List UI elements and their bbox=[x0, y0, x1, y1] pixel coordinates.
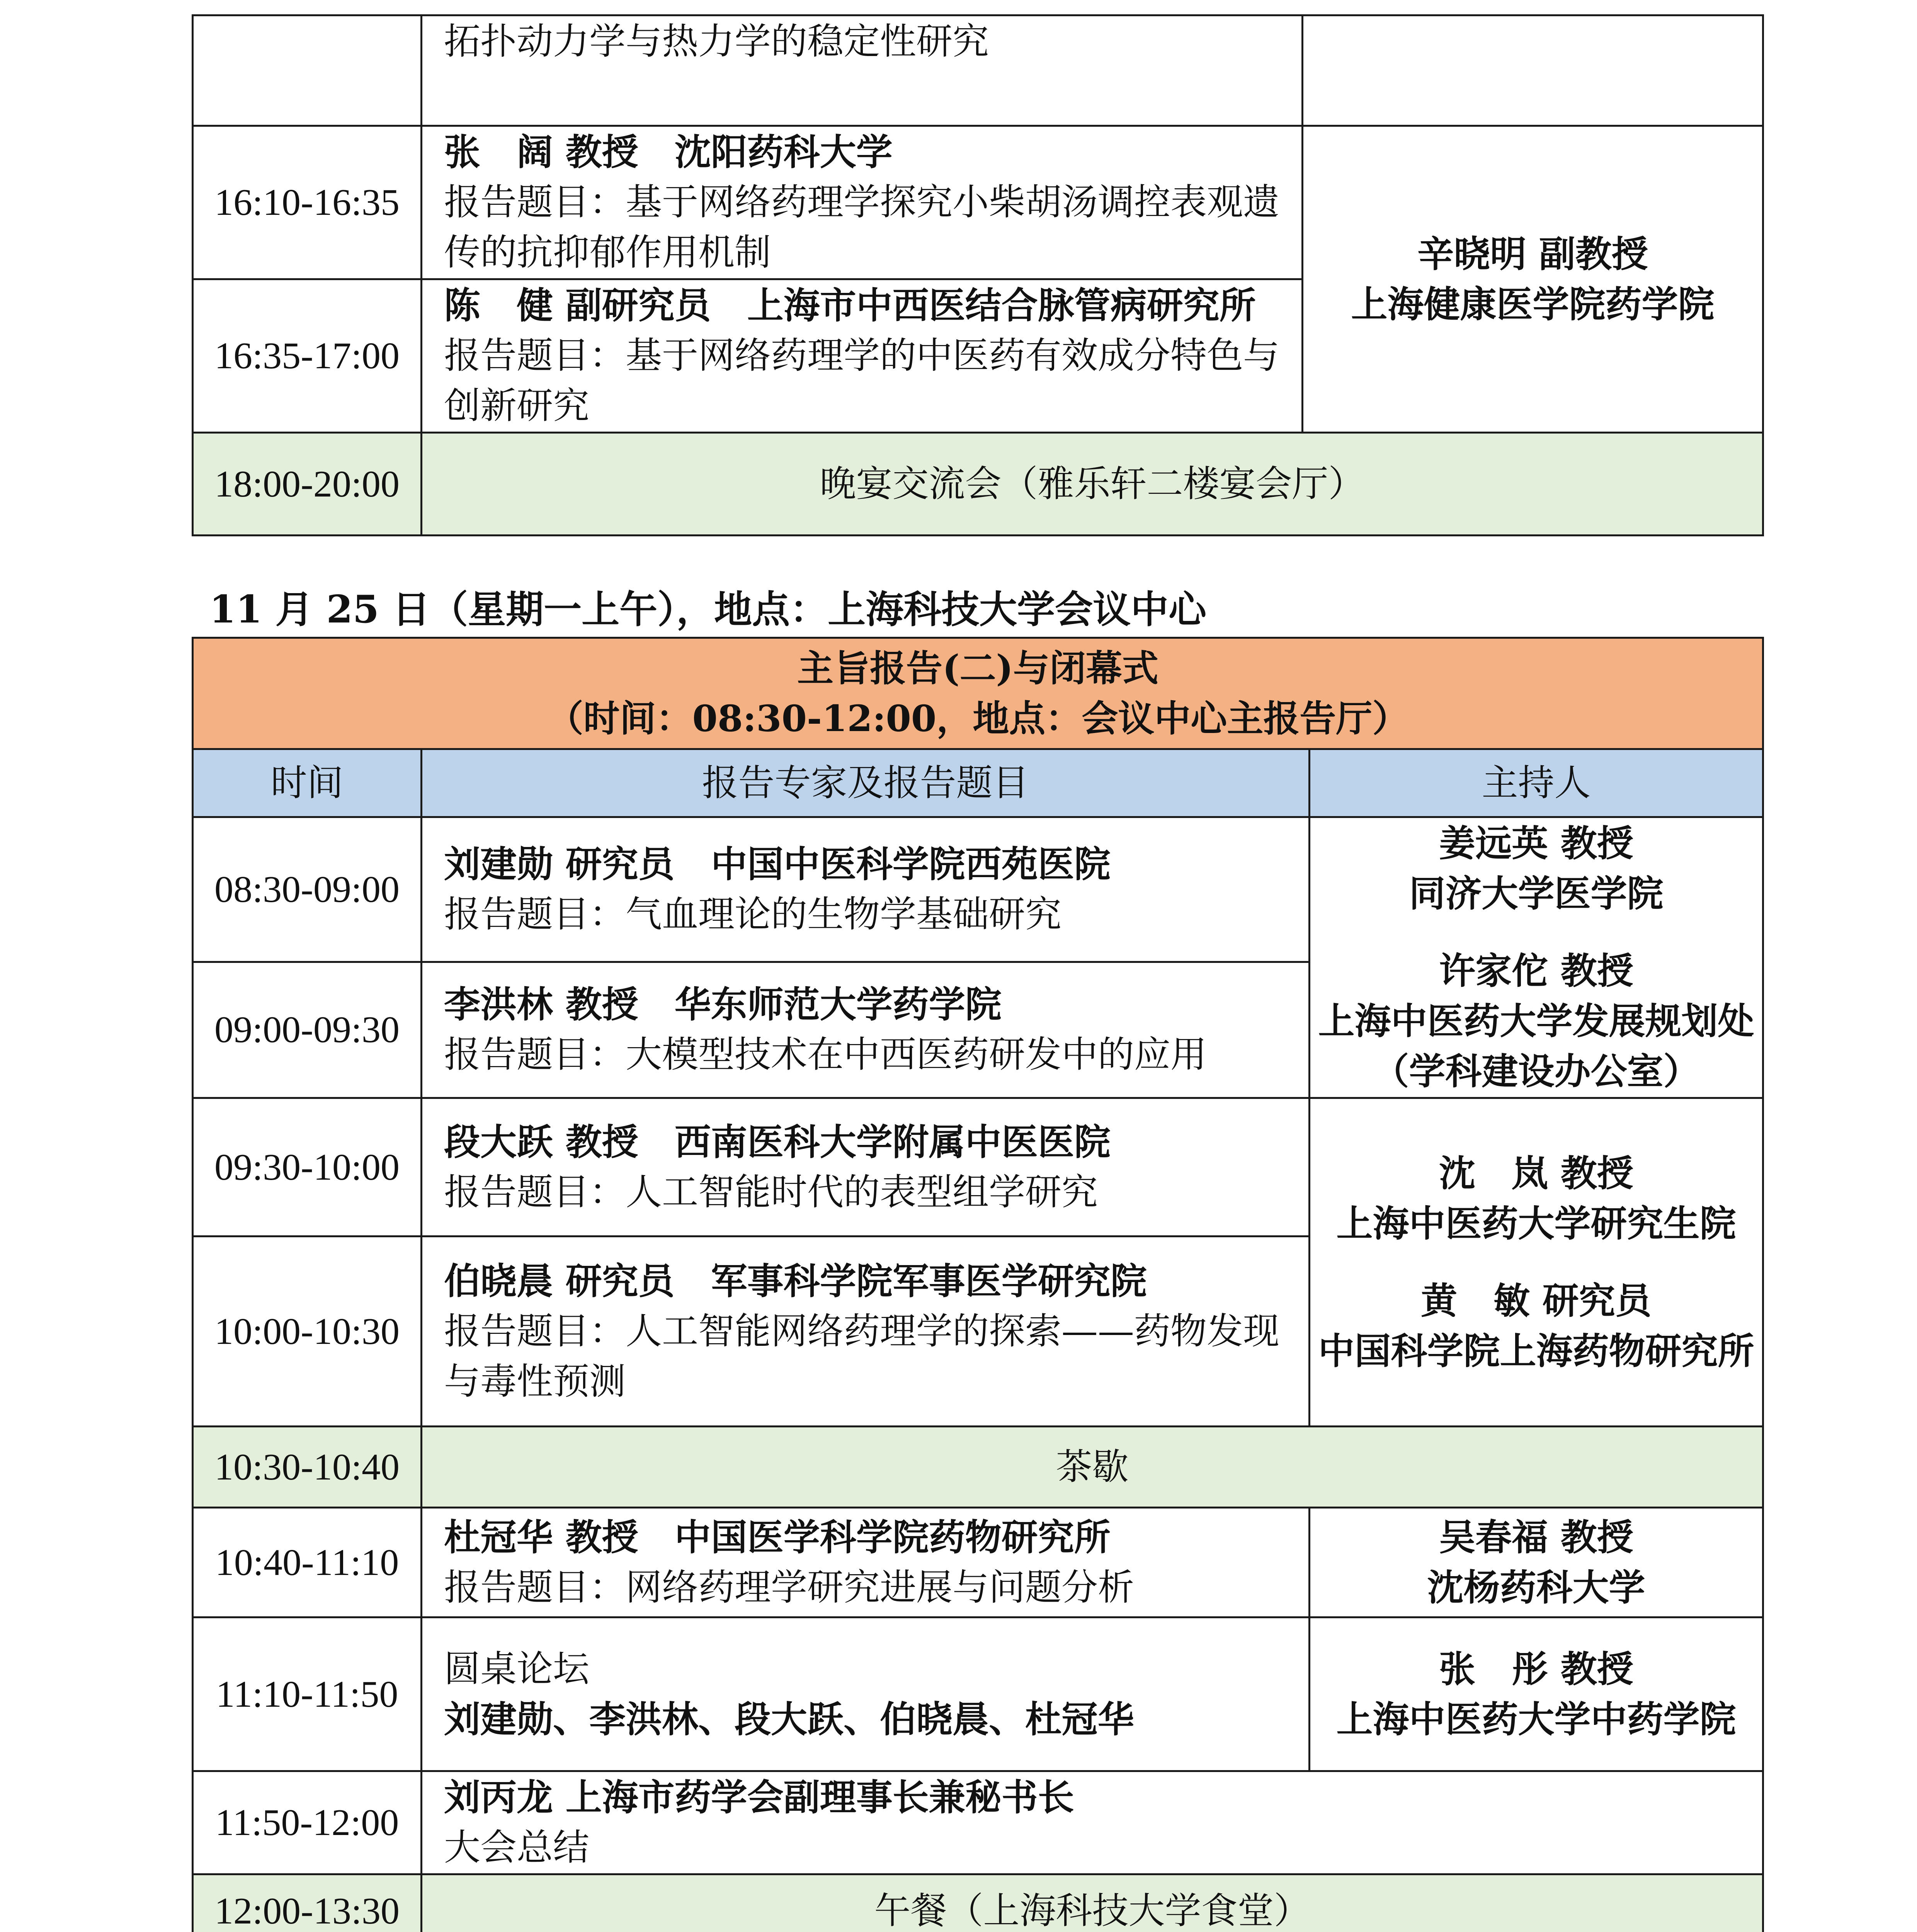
table-row bbox=[193, 1771, 1763, 1874]
schedule-table-keynote bbox=[192, 637, 1764, 1932]
time-cell bbox=[193, 15, 422, 126]
report-cell bbox=[422, 1098, 1310, 1236]
host-cell bbox=[1310, 1508, 1763, 1617]
report-title: 报告题目：人工智能网络药理学的探索——药物发现与毒性预测 bbox=[444, 1310, 1280, 1403]
host-affiliation: 中国科学院上海药物研究所 bbox=[1318, 1330, 1754, 1372]
host-name: 张 彤 教授 bbox=[1439, 1648, 1633, 1690]
time-cell: 18:00-20:00 bbox=[193, 433, 422, 536]
table-row bbox=[193, 817, 1763, 962]
host-cell bbox=[1303, 126, 1763, 433]
host-cell bbox=[1310, 1098, 1763, 1427]
host-affiliation: 上海中医药大学研究生院 bbox=[1336, 1202, 1736, 1245]
time-cell: 09:00-09:30 bbox=[193, 962, 422, 1098]
host-affiliation: 上海中医药大学发展规划处（学科建设办公室） bbox=[1318, 1000, 1754, 1093]
report-cell bbox=[422, 1617, 1310, 1771]
report-cell bbox=[422, 279, 1303, 433]
host-name: 黄 敏 研究员 bbox=[1421, 1279, 1652, 1322]
session-title: 主旨报告(二)与闭幕式 bbox=[797, 647, 1158, 690]
speaker: 伯晓晨 研究员 军事科学院军事医学研究院 bbox=[444, 1260, 1147, 1303]
time-cell: 10:00-10:30 bbox=[193, 1236, 422, 1427]
host-affiliation: 同济大学医学院 bbox=[1409, 872, 1664, 915]
report-title: 大会总结 bbox=[444, 1827, 590, 1869]
host-name: 辛晓明 副教授 bbox=[1417, 233, 1648, 276]
table-row bbox=[193, 1874, 1763, 1932]
table-title bbox=[193, 638, 1763, 749]
col-header-content: 报告专家及报告题目 bbox=[422, 749, 1310, 817]
time-cell: 11:10-11:50 bbox=[193, 1617, 422, 1771]
schedule-table-afternoon bbox=[192, 14, 1764, 536]
time-cell: 10:30-10:40 bbox=[193, 1427, 422, 1508]
speaker: 刘丙龙 上海市药学会副理事长兼秘书长 bbox=[444, 1776, 1074, 1819]
host-cell bbox=[1310, 817, 1763, 1098]
report-title: 报告题目：人工智能时代的表型组学研究 bbox=[444, 1171, 1098, 1213]
speaker: 段大跃 教授 西南医科大学附属中医医院 bbox=[444, 1121, 1111, 1163]
panelists: 刘建勋、李洪林、段大跃、伯晓晨、杜冠华 bbox=[444, 1698, 1135, 1741]
report-cell bbox=[422, 962, 1310, 1098]
banner-cell: 晚宴交流会（雅乐轩二楼宴会厅） bbox=[422, 433, 1763, 536]
table-row bbox=[193, 1508, 1763, 1617]
host-name: 沈 岚 教授 bbox=[1439, 1152, 1633, 1195]
time-cell: 11:50-12:00 bbox=[193, 1771, 422, 1874]
session-time-place: （时间：08:30-12:00，地点：会议中心主报告厅） bbox=[547, 697, 1409, 740]
speaker: 张 阔 教授 沈阳药科大学 bbox=[444, 131, 893, 173]
report-cell bbox=[422, 126, 1303, 279]
time-cell: 16:35-17:00 bbox=[193, 279, 422, 433]
report-title: 报告题目：网络药理学研究进展与问题分析 bbox=[444, 1566, 1135, 1609]
speaker: 刘建勋 研究员 中国中医科学院西苑医院 bbox=[444, 843, 1111, 886]
table-row bbox=[193, 15, 1763, 126]
table-row bbox=[193, 126, 1763, 279]
time-cell: 12:00-13:30 bbox=[193, 1874, 422, 1932]
host-cell bbox=[1303, 15, 1763, 126]
col-header-time: 时间 bbox=[193, 749, 422, 817]
report-title: 报告题目：基于网络药理学探究小柴胡汤调控表观遗传的抗抑郁作用机制 bbox=[444, 181, 1280, 274]
time-cell: 16:10-16:35 bbox=[193, 126, 422, 279]
report-title: 报告题目：大模型技术在中西医药研发中的应用 bbox=[444, 1034, 1207, 1076]
report-title: 拓扑动力学与热力学的稳定性研究 bbox=[444, 20, 989, 63]
report-title: 报告题目：基于网络药理学的中医药有效成分特色与创新研究 bbox=[444, 335, 1280, 427]
host-name: 姜远英 教授 bbox=[1439, 822, 1633, 865]
host-name: 许家佗 教授 bbox=[1439, 950, 1633, 992]
banner-cell: 茶歇 bbox=[422, 1427, 1763, 1508]
report-cell bbox=[422, 15, 1303, 126]
speaker: 李洪林 教授 华东师范大学药学院 bbox=[444, 983, 1002, 1026]
speaker: 杜冠华 教授 中国医学科学院药物研究所 bbox=[444, 1516, 1111, 1559]
table-row bbox=[193, 1427, 1763, 1508]
report-title: 报告题目：气血理论的生物学基础研究 bbox=[444, 893, 1062, 935]
host-name: 吴春福 教授 bbox=[1439, 1516, 1633, 1559]
host-affiliation: 上海中医药大学中药学院 bbox=[1336, 1698, 1736, 1741]
host-cell bbox=[1310, 1617, 1763, 1771]
time-cell: 10:40-11:10 bbox=[193, 1508, 422, 1617]
report-cell bbox=[422, 817, 1310, 962]
col-header-host: 主持人 bbox=[1310, 749, 1763, 817]
report-cell bbox=[422, 1236, 1310, 1427]
report-cell bbox=[422, 1771, 1763, 1874]
host-affiliation: 上海健康医学院药学院 bbox=[1351, 283, 1715, 326]
table-row bbox=[193, 1098, 1763, 1236]
speaker: 陈 健 副研究员 上海市中西医结合脉管病研究所 bbox=[444, 284, 1256, 327]
table-row bbox=[193, 1617, 1763, 1771]
time-cell: 08:30-09:00 bbox=[193, 817, 422, 962]
table-row bbox=[193, 433, 1763, 536]
table-title-row bbox=[193, 638, 1763, 749]
report-cell bbox=[422, 1508, 1310, 1617]
table-header-row bbox=[193, 749, 1763, 817]
day-heading: 11 月 25 日（星期一上午），地点：上海科技大学会议中心 bbox=[209, 587, 1207, 632]
banner-cell: 午餐（上海科技大学食堂） bbox=[422, 1874, 1763, 1932]
time-cell: 09:30-10:00 bbox=[193, 1098, 422, 1236]
forum-label: 圆桌论坛 bbox=[444, 1648, 590, 1690]
host-affiliation: 沈杨药科大学 bbox=[1427, 1566, 1645, 1609]
